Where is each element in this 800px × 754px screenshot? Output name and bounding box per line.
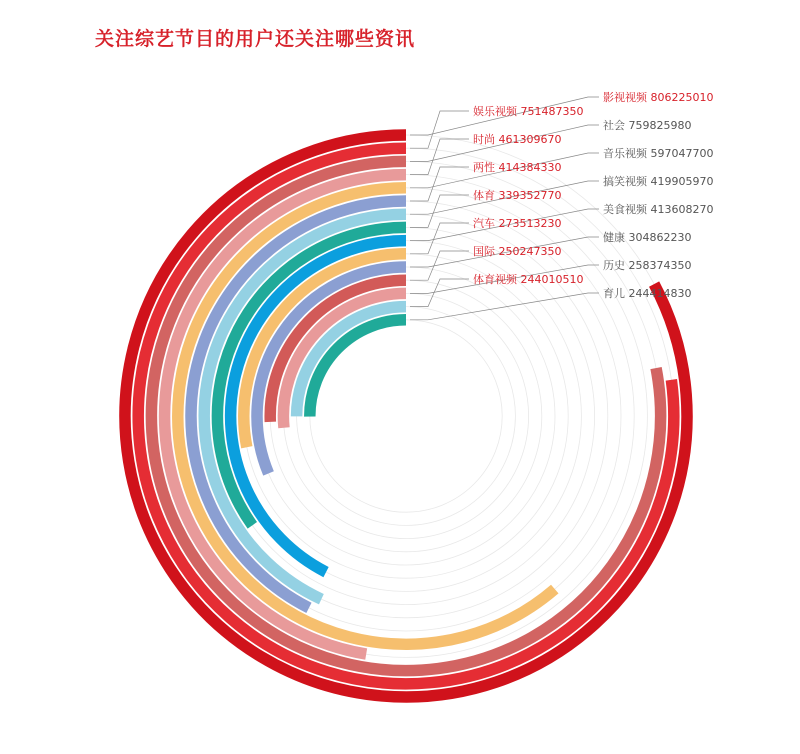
leader-育儿	[410, 293, 599, 320]
label-汽车: 汽车 273513230	[473, 217, 562, 230]
bar-arcs	[125, 135, 687, 697]
label-美食视频: 美食视频 413608270	[603, 203, 714, 216]
label-社会: 社会 759825980	[603, 119, 692, 132]
chart-title: 关注综艺节目的用户还关注哪些资讯	[95, 28, 416, 50]
label-搞笑视频: 搞笑视频 419905970	[603, 175, 714, 188]
leader-体育	[410, 195, 469, 227]
label-历史: 历史 258374350	[603, 259, 692, 272]
label-育儿: 育儿 244414830	[603, 287, 692, 300]
label-音乐视频: 音乐视频 597047700	[603, 147, 714, 160]
label-体育: 体育 339352770	[473, 189, 562, 202]
leader-娱乐视频	[410, 111, 469, 148]
series-labels	[473, 90, 713, 300]
leader-lines	[410, 97, 599, 320]
label-国际: 国际 250247350	[473, 245, 562, 258]
leader-体育视频	[410, 279, 469, 307]
leader-国际	[410, 251, 469, 280]
label-影视视频: 影视视频 806225010	[603, 91, 714, 104]
label-娱乐视频: 娱乐视频 751487350	[473, 105, 584, 118]
label-体育视频: 体育视频 244010510	[473, 273, 584, 286]
bar-育儿	[310, 320, 406, 417]
label-两性: 两性 414384330	[473, 161, 562, 174]
label-时尚: 时尚 461309670	[473, 133, 562, 146]
label-健康: 健康 304862230	[603, 231, 692, 244]
